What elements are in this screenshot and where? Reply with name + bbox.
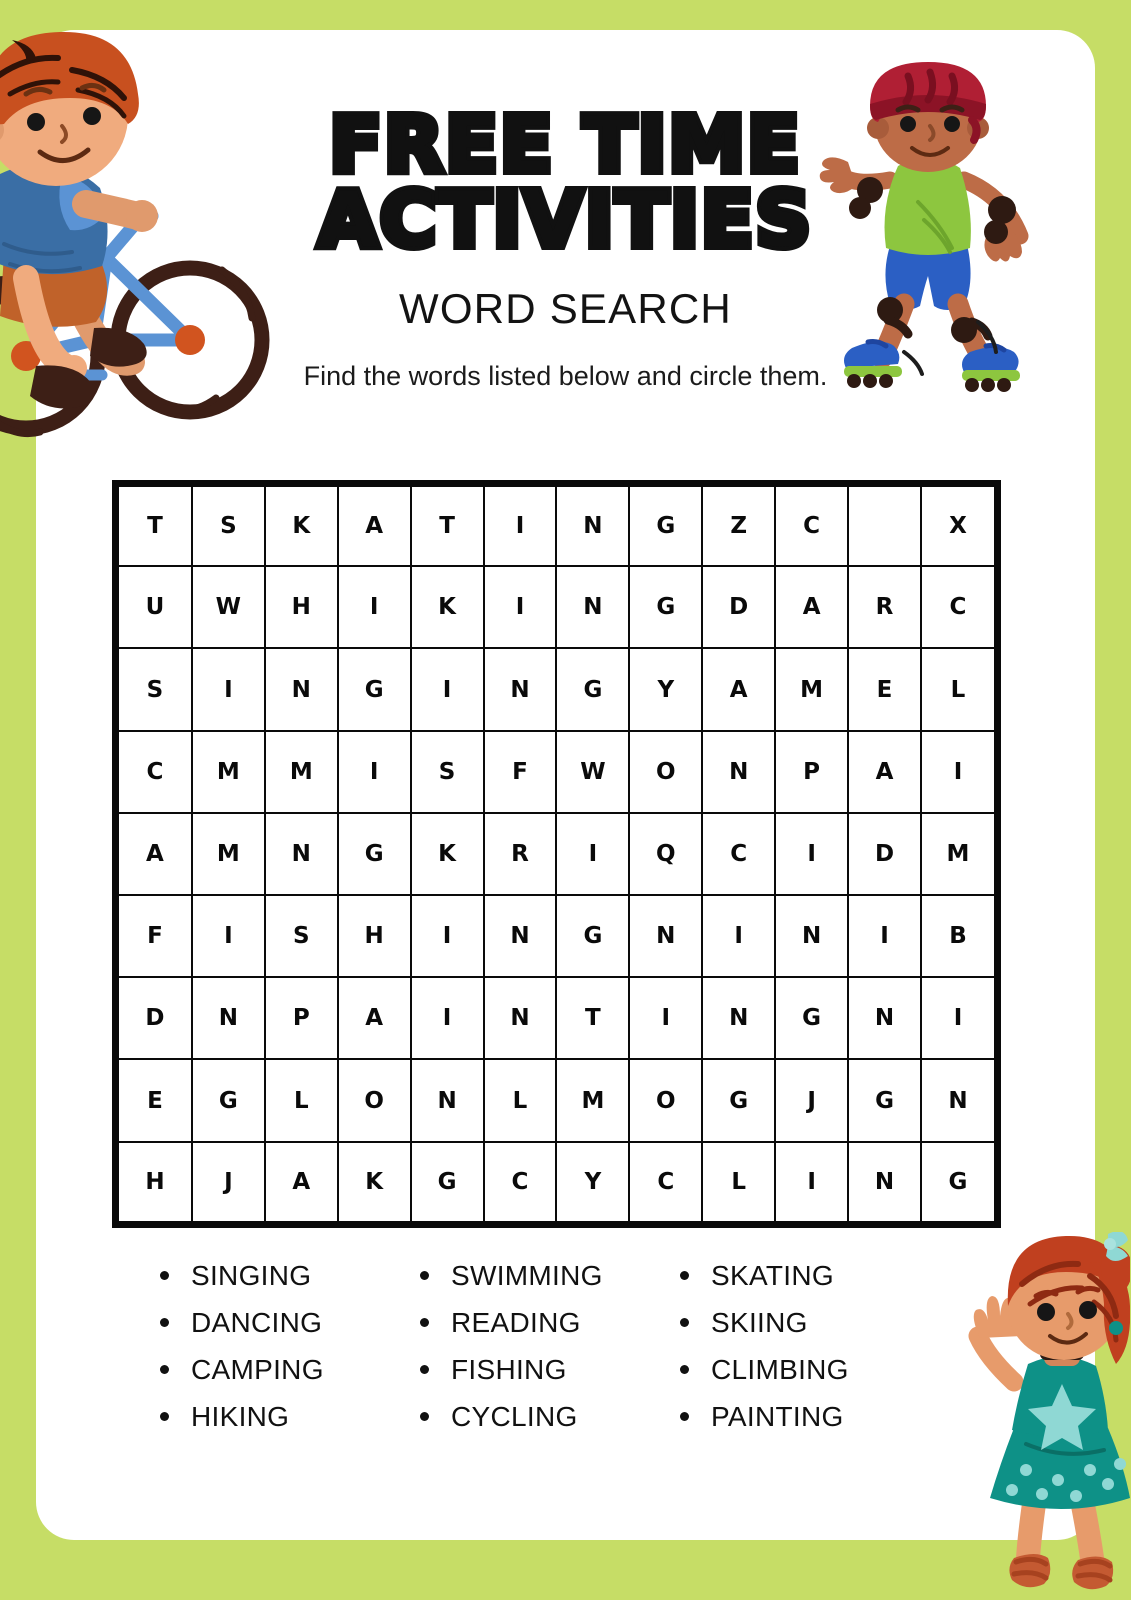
word-label: DANCING bbox=[191, 1306, 323, 1338]
grid-cell[interactable]: I bbox=[484, 566, 557, 648]
grid-cell[interactable]: I bbox=[484, 487, 557, 566]
grid-row bbox=[119, 487, 994, 566]
grid-cell[interactable]: G bbox=[338, 648, 411, 730]
title-line-1: FREE TIME bbox=[329, 101, 802, 190]
bullet-icon bbox=[680, 1412, 689, 1421]
grid-cell[interactable]: A bbox=[265, 1142, 338, 1221]
letter-grid-table bbox=[119, 487, 994, 1221]
grid-cell[interactable]: E bbox=[119, 1059, 192, 1141]
grid-cell[interactable]: N bbox=[265, 813, 338, 895]
word-label: FISHING bbox=[451, 1353, 567, 1385]
grid-cell[interactable]: I bbox=[556, 813, 629, 895]
grid-cell[interactable]: N bbox=[484, 977, 557, 1059]
grid-row bbox=[119, 895, 994, 977]
letter-grid-body bbox=[119, 487, 994, 1221]
grid-cell[interactable]: D bbox=[848, 813, 921, 895]
grid-cell[interactable]: D bbox=[119, 977, 192, 1059]
bullet-icon bbox=[420, 1365, 429, 1374]
grid-cell[interactable]: A bbox=[338, 487, 411, 566]
grid-cell[interactable]: I bbox=[775, 1142, 848, 1221]
grid-row bbox=[119, 1142, 994, 1221]
grid-cell[interactable]: N bbox=[702, 731, 775, 813]
grid-cell[interactable]: L bbox=[484, 1059, 557, 1141]
bullet-icon bbox=[420, 1318, 429, 1327]
bullet-icon bbox=[160, 1318, 169, 1327]
grid-cell[interactable]: M bbox=[921, 813, 994, 895]
word-label: SWIMMING bbox=[451, 1259, 603, 1291]
grid-cell[interactable]: T bbox=[119, 487, 192, 566]
word-label: SINGING bbox=[191, 1259, 312, 1291]
grid-cell[interactable]: P bbox=[775, 731, 848, 813]
word-list-item[interactable] bbox=[420, 1346, 680, 1393]
grid-cell[interactable]: R bbox=[484, 813, 557, 895]
grid-cell[interactable]: I bbox=[629, 977, 702, 1059]
grid-cell[interactable]: N bbox=[556, 566, 629, 648]
grid-cell[interactable]: M bbox=[192, 731, 265, 813]
grid-cell[interactable]: C bbox=[702, 813, 775, 895]
grid-cell[interactable]: L bbox=[702, 1142, 775, 1221]
grid-cell[interactable]: K bbox=[411, 566, 484, 648]
grid-cell[interactable]: C bbox=[629, 1142, 702, 1221]
illustration-boy-roller-skating bbox=[812, 62, 1042, 392]
grid-cell[interactable]: C bbox=[921, 566, 994, 648]
word-list bbox=[160, 1252, 940, 1440]
bullet-icon bbox=[160, 1271, 169, 1280]
grid-cell[interactable]: A bbox=[848, 731, 921, 813]
grid-cell[interactable]: N bbox=[848, 1142, 921, 1221]
grid-cell[interactable]: C bbox=[484, 1142, 557, 1221]
grid-cell[interactable]: Z bbox=[702, 487, 775, 566]
grid-row bbox=[119, 1059, 994, 1141]
word-label: SKIING bbox=[711, 1306, 808, 1338]
word-label: SKATING bbox=[711, 1259, 834, 1291]
grid-cell[interactable]: Y bbox=[556, 1142, 629, 1221]
grid-cell[interactable]: N bbox=[484, 895, 557, 977]
word-list-item[interactable] bbox=[420, 1299, 680, 1346]
grid-cell[interactable]: G bbox=[192, 1059, 265, 1141]
grid-cell[interactable]: G bbox=[411, 1142, 484, 1221]
page-subtitle: WORD SEARCH bbox=[399, 284, 732, 332]
grid-cell[interactable]: Q bbox=[629, 813, 702, 895]
grid-row bbox=[119, 566, 994, 648]
grid-row bbox=[119, 648, 994, 730]
grid-cell[interactable]: S bbox=[411, 731, 484, 813]
grid-cell[interactable]: M bbox=[556, 1059, 629, 1141]
grid-cell[interactable]: I bbox=[702, 895, 775, 977]
instruction-text: Find the words listed below and circle them. bbox=[303, 360, 828, 391]
grid-cell[interactable]: R bbox=[848, 566, 921, 648]
word-search-grid[interactable] bbox=[112, 480, 1001, 1228]
grid-cell[interactable]: P bbox=[265, 977, 338, 1059]
grid-cell[interactable]: X bbox=[921, 487, 994, 566]
word-list-item[interactable] bbox=[680, 1346, 940, 1393]
grid-cell[interactable]: T bbox=[556, 977, 629, 1059]
grid-cell[interactable]: N bbox=[556, 487, 629, 566]
grid-cell[interactable]: N bbox=[848, 977, 921, 1059]
grid-cell[interactable]: I bbox=[192, 895, 265, 977]
word-list-item[interactable] bbox=[160, 1299, 420, 1346]
grid-cell[interactable]: J bbox=[192, 1142, 265, 1221]
grid-cell[interactable]: W bbox=[556, 731, 629, 813]
grid-cell[interactable]: C bbox=[775, 487, 848, 566]
grid-cell[interactable]: N bbox=[921, 1059, 994, 1141]
grid-cell[interactable]: I bbox=[921, 977, 994, 1059]
word-label: HIKING bbox=[191, 1400, 290, 1432]
grid-cell[interactable]: G bbox=[556, 895, 629, 977]
grid-cell[interactable]: G bbox=[338, 813, 411, 895]
word-label: CAMPING bbox=[191, 1353, 324, 1385]
grid-cell[interactable]: E bbox=[848, 648, 921, 730]
grid-cell[interactable]: G bbox=[702, 1059, 775, 1141]
grid-cell[interactable]: O bbox=[629, 1059, 702, 1141]
bullet-icon bbox=[160, 1365, 169, 1374]
grid-cell[interactable]: F bbox=[484, 731, 557, 813]
grid-cell[interactable]: I bbox=[411, 895, 484, 977]
grid-cell[interactable]: N bbox=[484, 648, 557, 730]
grid-cell[interactable]: G bbox=[556, 648, 629, 730]
grid-cell[interactable]: A bbox=[702, 648, 775, 730]
word-list-item[interactable] bbox=[160, 1346, 420, 1393]
grid-cell[interactable]: T bbox=[411, 487, 484, 566]
grid-cell[interactable]: G bbox=[775, 977, 848, 1059]
title-line-2: ACTIVITIES bbox=[318, 176, 813, 266]
bullet-icon bbox=[680, 1318, 689, 1327]
grid-cell[interactable]: I bbox=[192, 648, 265, 730]
word-label: CLIMBING bbox=[711, 1353, 849, 1385]
grid-cell[interactable]: A bbox=[338, 977, 411, 1059]
grid-cell[interactable]: I bbox=[775, 813, 848, 895]
grid-row bbox=[119, 731, 994, 813]
grid-cell[interactable]: A bbox=[775, 566, 848, 648]
word-list-column bbox=[160, 1252, 420, 1440]
grid-cell[interactable]: N bbox=[411, 1059, 484, 1141]
word-label: CYCLING bbox=[451, 1400, 578, 1432]
word-label: PAINTING bbox=[711, 1400, 844, 1432]
grid-cell[interactable]: O bbox=[629, 731, 702, 813]
grid-cell[interactable]: I bbox=[411, 648, 484, 730]
grid-cell[interactable]: L bbox=[265, 1059, 338, 1141]
word-label: READING bbox=[451, 1306, 581, 1338]
grid-cell[interactable]: D bbox=[702, 566, 775, 648]
word-list-item[interactable] bbox=[160, 1393, 420, 1440]
word-list-column bbox=[420, 1252, 680, 1440]
grid-cell[interactable]: S bbox=[192, 487, 265, 566]
grid-cell[interactable]: F bbox=[119, 895, 192, 977]
grid-cell[interactable]: N bbox=[192, 977, 265, 1059]
grid-cell[interactable] bbox=[848, 487, 921, 566]
bullet-icon bbox=[160, 1412, 169, 1421]
grid-cell[interactable]: I bbox=[921, 731, 994, 813]
grid-cell[interactable]: N bbox=[265, 648, 338, 730]
grid-cell[interactable]: I bbox=[848, 895, 921, 977]
word-list-item[interactable] bbox=[420, 1252, 680, 1299]
grid-cell[interactable]: G bbox=[921, 1142, 994, 1221]
grid-cell[interactable]: I bbox=[338, 566, 411, 648]
grid-cell[interactable]: K bbox=[338, 1142, 411, 1221]
illustration-girl-dancing bbox=[930, 1232, 1130, 1600]
grid-cell[interactable]: H bbox=[265, 566, 338, 648]
grid-cell[interactable]: J bbox=[775, 1059, 848, 1141]
grid-cell[interactable]: W bbox=[192, 566, 265, 648]
grid-cell[interactable]: G bbox=[629, 566, 702, 648]
bullet-icon bbox=[420, 1412, 429, 1421]
grid-row bbox=[119, 977, 994, 1059]
grid-cell[interactable]: U bbox=[119, 566, 192, 648]
word-list-item[interactable] bbox=[680, 1299, 940, 1346]
grid-cell[interactable]: O bbox=[338, 1059, 411, 1141]
grid-cell[interactable]: H bbox=[338, 895, 411, 977]
grid-cell[interactable]: K bbox=[411, 813, 484, 895]
grid-cell[interactable]: M bbox=[265, 731, 338, 813]
bullet-icon bbox=[420, 1271, 429, 1280]
grid-cell[interactable]: H bbox=[119, 1142, 192, 1221]
grid-cell[interactable]: I bbox=[411, 977, 484, 1059]
bullet-icon bbox=[680, 1271, 689, 1280]
grid-cell[interactable]: B bbox=[921, 895, 994, 977]
grid-cell[interactable]: G bbox=[848, 1059, 921, 1141]
grid-cell[interactable]: M bbox=[775, 648, 848, 730]
word-list-item[interactable] bbox=[420, 1393, 680, 1440]
grid-cell[interactable]: G bbox=[629, 487, 702, 566]
grid-cell[interactable]: N bbox=[629, 895, 702, 977]
grid-cell[interactable]: N bbox=[775, 895, 848, 977]
grid-cell[interactable]: S bbox=[265, 895, 338, 977]
grid-cell[interactable]: S bbox=[119, 648, 192, 730]
grid-cell[interactable]: Y bbox=[629, 648, 702, 730]
word-list-column bbox=[680, 1252, 940, 1440]
grid-cell[interactable]: N bbox=[702, 977, 775, 1059]
grid-row bbox=[119, 813, 994, 895]
bullet-icon bbox=[680, 1365, 689, 1374]
grid-cell[interactable]: I bbox=[338, 731, 411, 813]
grid-cell[interactable]: L bbox=[921, 648, 994, 730]
word-list-item[interactable] bbox=[680, 1252, 940, 1299]
word-list-item[interactable] bbox=[680, 1393, 940, 1440]
grid-cell[interactable]: M bbox=[192, 813, 265, 895]
illustration-boy-on-bicycle bbox=[0, 18, 284, 458]
grid-cell[interactable]: A bbox=[119, 813, 192, 895]
word-list-item[interactable] bbox=[160, 1252, 420, 1299]
grid-cell[interactable]: C bbox=[119, 731, 192, 813]
grid-cell[interactable]: K bbox=[265, 487, 338, 566]
